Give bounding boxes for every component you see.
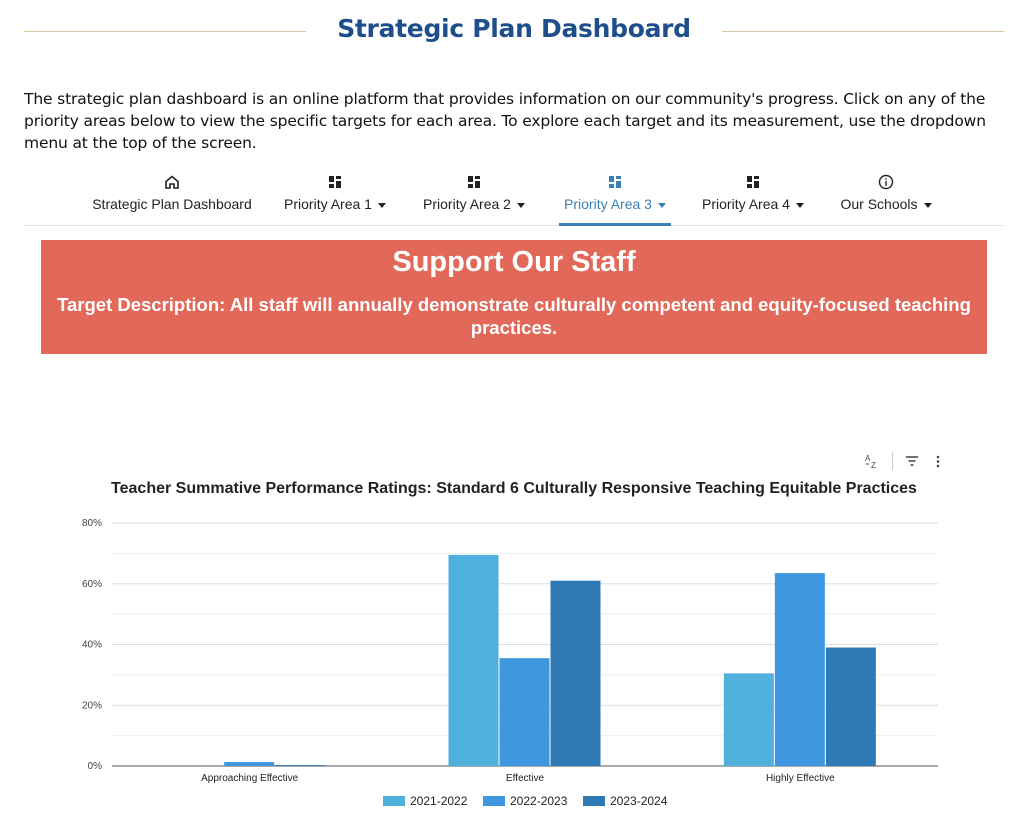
legend-swatch — [483, 796, 505, 806]
svg-text:Z: Z — [871, 461, 876, 470]
toolbar-divider — [892, 452, 893, 470]
bar — [826, 648, 876, 766]
nav-tab-label: Priority Area 1 — [284, 196, 372, 212]
legend-label: 2023-2024 — [610, 794, 668, 808]
y-tick-label: 0% — [87, 761, 102, 772]
nav-tab-priority-area-3[interactable] — [559, 170, 671, 225]
y-tick-label: 80% — [81, 518, 102, 529]
x-category-label: Effective — [505, 773, 545, 784]
nav-tab-our-schools[interactable] — [830, 170, 942, 225]
bar — [449, 555, 499, 766]
target-banner — [41, 240, 987, 354]
more-options-icon[interactable] — [932, 452, 944, 470]
bar — [775, 573, 825, 766]
bar — [551, 581, 601, 766]
dashboard-icon — [327, 174, 343, 190]
chart-toolbar — [860, 452, 950, 470]
y-tick-label: 60% — [81, 578, 102, 590]
bar-chart — [60, 508, 960, 817]
home-icon — [164, 174, 180, 190]
page-header — [24, 0, 1004, 62]
nav-tab-label: Our Schools — [840, 196, 918, 212]
active-tab-indicator — [559, 223, 671, 226]
svg-text:A: A — [865, 454, 871, 463]
priority-nav — [24, 170, 1004, 226]
header-divider-left — [24, 31, 306, 32]
nav-tab-strategic-plan-dashboard[interactable] — [82, 170, 262, 225]
page-title: Strategic Plan Dashboard — [337, 14, 691, 43]
legend-swatch — [383, 796, 405, 806]
chevron-down-icon — [658, 203, 666, 208]
dashboard-icon — [745, 174, 761, 190]
chevron-down-icon — [924, 203, 932, 208]
y-tick-label: 20% — [81, 700, 102, 712]
target-description: Target Description: All staff will annually demonstrate culturally competent and equity-focused teaching practices. — [57, 294, 971, 338]
nav-tab-priority-area-4[interactable] — [690, 170, 816, 225]
legend-swatch — [583, 796, 605, 806]
x-category-label: Approaching Effective — [201, 773, 299, 784]
nav-tab-label: Priority Area 3 — [564, 196, 652, 212]
legend-label: 2022-2023 — [510, 794, 568, 808]
nav-tab-label: Priority Area 4 — [702, 196, 790, 212]
chevron-down-icon — [796, 203, 804, 208]
chevron-down-icon — [378, 203, 386, 208]
legend-label: 2021-2022 — [410, 794, 468, 808]
info-icon — [878, 174, 894, 190]
chart-title: Teacher Summative Performance Ratings: Standard 6 Culturally Responsive Teaching Equitable Practices — [111, 480, 917, 497]
chevron-down-icon — [517, 203, 525, 208]
dashboard-icon — [607, 174, 623, 190]
bar — [724, 673, 774, 766]
bar — [500, 658, 550, 766]
dashboard-icon — [466, 174, 482, 190]
bar — [275, 765, 325, 766]
nav-tab-priority-area-2[interactable] — [411, 170, 537, 225]
nav-tab-priority-area-1[interactable] — [272, 170, 398, 225]
sort-az-icon[interactable] — [864, 452, 880, 470]
x-category-label: Highly Effective — [765, 773, 835, 784]
header-divider-right — [722, 31, 1004, 32]
intro-paragraph: The strategic plan dashboard is an online platform that provides information on our community's progress. Click on any of the priority areas below to view the specific targets for each area. To explore each target and its measurement, use the dropdown menu at the top of the screen. — [24, 90, 986, 152]
filter-icon[interactable] — [904, 452, 920, 470]
nav-tab-label: Strategic Plan Dashboard — [92, 196, 252, 212]
nav-tab-label: Priority Area 2 — [423, 196, 511, 212]
banner-title: Support Our Staff — [392, 246, 636, 278]
bar — [224, 762, 274, 766]
y-tick-label: 40% — [81, 639, 102, 651]
